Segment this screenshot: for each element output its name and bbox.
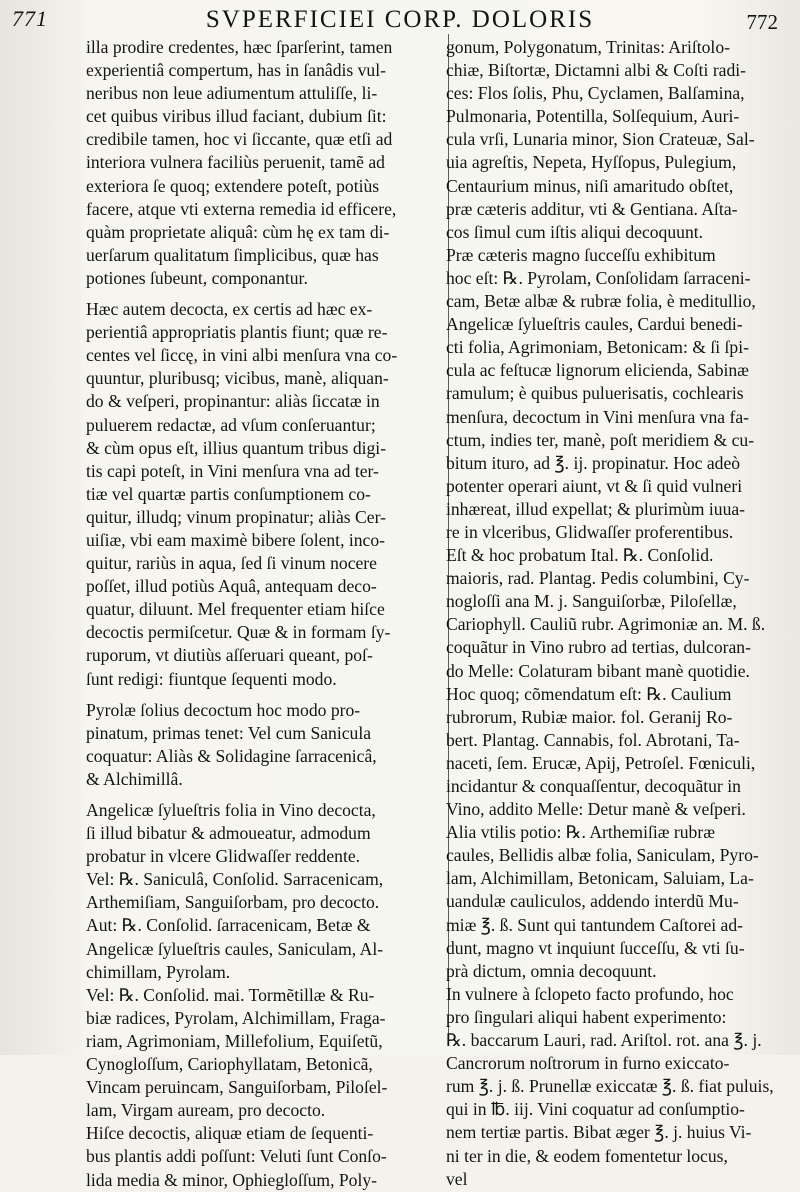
- text-line: ramulum; è quibus puluerisatis, cochlearis: [446, 383, 744, 404]
- text-line: naceti, ſem. Erucæ, Apij, Petroſel. Fœniculi,: [446, 752, 756, 773]
- text-line: pro ſingulari aliqui habent experimento:: [446, 1006, 727, 1027]
- text-line: Angelicæ ſylueſtris caules, Saniculam, Al-: [86, 938, 384, 959]
- text-line: caules, Bellidis albæ folia, Saniculam, Pyro-: [446, 845, 759, 866]
- paragraph-gap: [86, 791, 450, 799]
- text-line: decoctis permiſcetur. Quæ & in formam ſy-: [86, 622, 391, 643]
- text-line: Angelicæ ſylueſtris folia in Vino decocta,: [86, 800, 376, 820]
- text-line: gonum, Polygonatum, Trinitas: Ariſtolo-: [446, 37, 730, 57]
- text-line: ces: Flos ſolis, Phu, Cyclamen, Balſamina,: [446, 83, 745, 104]
- text-line: experientiâ compertum, has in ſanâdis vul-: [86, 60, 386, 81]
- text-line: cos ſimul cum iſtis aliqui decoquunt.: [446, 221, 704, 242]
- text-line: Angelicæ ſylueſtris caules, Cardui benedi-: [446, 314, 743, 335]
- text-line: incidantur & conquaſſentur, decoquãtur in: [446, 776, 741, 796]
- text-line: rubrorum, Rubiæ maior. fol. Geranij Ro-: [446, 706, 733, 727]
- paragraph-gap: [86, 691, 450, 699]
- text-line: quàm proprietate aliquâ: cùm hę ex tam di-: [86, 221, 390, 242]
- text-line: prà dictum, omnia decoquunt.: [446, 960, 657, 981]
- text-line: puluerem redactæ, ad vſum conſeruantur;: [86, 414, 376, 435]
- text-line: cula ac feſtucæ lignorum elicienda, Sabinæ: [446, 360, 749, 381]
- text-line: tis capi poteſt, in Vini menſura vna ad ter-: [86, 460, 379, 481]
- text-line: maioris, rad. Plantag. Pedis columbini, Cy-: [446, 568, 750, 589]
- text-line: quuntur, pluribusq; vicibus, manè, aliquan-: [86, 368, 389, 389]
- text-line: chiæ, Biſtortæ, Dictamni albi & Coſti radi-: [446, 60, 747, 81]
- text-line: bitum ituro, ad ℥. ij. propinatur. Hoc adeò: [446, 452, 741, 473]
- text-line: illa prodire credentes, hæc ſparſerint, tamen: [86, 37, 393, 57]
- text-line: qui in ℔. iij. Vini coquatur ad conſumptio-: [446, 1099, 745, 1120]
- text-line: ℞. baccarum Lauri, rad. Ariſtol. rot. ana ℥. j.: [446, 1030, 762, 1051]
- text-line: Alia vtilis potio: ℞. Arthemiſiæ rubræ: [446, 822, 715, 843]
- text-line: cet quibus viribus illud faciant, dubium ſit:: [86, 106, 387, 127]
- text-line: Vel: ℞. Conſolid. mai. Tormẽtillæ & Ru-: [86, 984, 375, 1005]
- text-line: chimillam, Pyrolam.: [86, 961, 231, 982]
- text-line: tiæ vel quartæ partis conſumptionem co-: [86, 483, 371, 504]
- text-line: coquãtur in Vino rubro ad tertias, dulcoran-: [446, 637, 751, 658]
- text-line: Cynogloſſum, Cariophyllatam, Betonicã,: [86, 1054, 373, 1075]
- text-line: re in vlceribus, Glidwaſſer proferentibus.: [446, 521, 734, 542]
- text-line: vel: [446, 1168, 468, 1189]
- text-line: inhæreat, illud expellat; & plurimùm iuua-: [446, 498, 746, 519]
- text-line: Vino, addito Melle: Detur manè & veſperi.: [446, 799, 746, 820]
- text-line: & cùm opus eſt, illius quantum tribus digi-: [86, 437, 387, 458]
- text-line: Cancrorum noſtrorum in furno exiccato-: [446, 1053, 730, 1074]
- text-line: uiſiæ, vbi eam maximè bibere ſolent, inco-: [86, 529, 386, 550]
- text-line: potiones ſubeunt, componantur.: [86, 267, 308, 288]
- text-line: centes vel ſiccę, in vini albi menſura vna co-: [86, 345, 398, 366]
- text-line: Vel: ℞. Saniculâ, Conſolid. Sarracenicam,: [86, 869, 384, 890]
- text-line: facere, atque vti externa remedia id efficere,: [86, 198, 397, 219]
- text-line: perientiâ appropriatis plantis fiunt; quæ re-: [86, 322, 388, 343]
- left-text-column: [86, 36, 450, 1190]
- text-line: do & veſperi, propinantur: aliàs ſiccatæ in: [86, 391, 380, 412]
- text-line: Eſt & hoc probatum Ital. ℞. Conſolid.: [446, 545, 714, 566]
- text-line: Hæc autem decocta, ex certis ad hæc ex-: [86, 299, 373, 320]
- text-line: Centaurium minus, niſi amaritudo obſtet,: [446, 175, 734, 196]
- text-line: probatur in vlcere Glidwaſſer reddente.: [86, 846, 361, 867]
- text-line: cula vrſi, Lunaria minor, Sion Crateuæ, Sal-: [446, 129, 755, 150]
- text-line: In vulnere à ſclopeto facto profundo, hoc: [446, 983, 734, 1004]
- text-line: Aut: ℞. Conſolid. ſarracenicam, Betæ &: [86, 915, 371, 936]
- text-line: rum ℥. j. ß. Prunellæ exiccatæ ℥. ß. fiat puluis,: [446, 1076, 774, 1097]
- page-margin: [0, 0, 82, 1055]
- text-line: uerſarum qualitatum ſimplicibus, quæ has: [86, 244, 379, 265]
- text-line: præ cæteris additur, vti & Gentiana. Aſta-: [446, 198, 738, 219]
- text-line: uandulæ cauliculos, addendo interdũ Mu-: [446, 891, 739, 912]
- text-line: bert. Plantag. Cannabis, fol. Abrotani, Ta-: [446, 729, 740, 750]
- text-line: potenter operari aiunt, vt & ſi quid vulneri: [446, 475, 743, 496]
- text-line: ſunt redigi: fiuntque ſequenti modo.: [86, 668, 337, 689]
- running-header: [0, 4, 800, 36]
- text-line: bus plantis addi poſſunt: Veluti ſunt Conſo-: [86, 1146, 387, 1167]
- text-line: Pulmonaria, Potentilla, Solſequium, Auri-: [446, 106, 740, 127]
- text-line: quatur, diluunt. Mel frequenter etiam hiſce: [86, 599, 385, 620]
- text-line: lida media & minor, Ophiegloſſum, Poly-: [86, 1169, 378, 1190]
- text-line: Hoc quoq; cõmendatum eſt: ℞. Caulium: [446, 683, 732, 704]
- text-line: poſſet, illud potiùs Aquâ, antequam deco-: [86, 576, 377, 597]
- text-line: Cariophyll. Cauliũ rubr. Agrimoniæ an. M. ß.: [446, 614, 766, 635]
- paragraph-gap: [86, 290, 450, 298]
- text-line: Hiſce decoctis, aliquæ etiam de ſequenti-: [86, 1123, 374, 1144]
- text-line: interiora vulnera faciliùs peruenit, tamẽ ad: [86, 152, 385, 173]
- text-line: uia agreſtis, Nepeta, Hyſſopus, Pulegium,: [446, 152, 737, 173]
- text-line: coquatur: Aliàs & Solidagine ſarracenicâ,: [86, 745, 377, 766]
- text-line: dunt, magno vt inquiunt ſucceſſu, & vti ſu-: [446, 937, 745, 958]
- text-line: menſura, decoctum in Vini menſura vna fa-: [446, 406, 749, 427]
- text-line: riam, Agrimoniam, Millefolium, Equiſetũ,: [86, 1030, 383, 1051]
- text-line: quitur, illudq; vinum propinatur; aliàs Cer-: [86, 506, 386, 527]
- text-line: neribus non leue adiumentum attuliſſe, li-: [86, 83, 378, 104]
- text-line: miæ ℥. ß. Sunt qui tantundem Caſtorei ad-: [446, 914, 744, 935]
- text-line: ctum, indies ter, manè, poſt meridiem & cu-: [446, 429, 755, 450]
- text-line: ni ter in die, & eodem fomentetur locus,: [446, 1145, 728, 1166]
- text-line: hoc eſt: ℞. Pyrolam, Conſolidam ſarraceni-: [446, 267, 751, 288]
- text-line: Pyrolæ ſolius decoctum hoc modo pro-: [86, 699, 361, 720]
- left-page-number: 771: [12, 6, 48, 31]
- text-line: & Alchimillâ.: [86, 768, 183, 789]
- text-line: pinatum, primas tenet: Vel cum Sanicula: [86, 722, 372, 743]
- text-line: credibile tamen, hoc vi ſiccante, quæ etſi ad: [86, 129, 393, 150]
- text-line: cam, Betæ albæ & rubræ folia, è meditullio,: [446, 291, 756, 312]
- text-line: nem tertiæ partis. Bibat æger ℥. j. huius Vi-: [446, 1122, 752, 1143]
- right-text-column: [446, 36, 800, 1189]
- text-line: ſi illud bibatur & admoueatur, admodum: [86, 823, 371, 844]
- text-line: lam, Alchimillam, Betonicam, Saluiam, La-: [446, 868, 754, 889]
- text-line: Arthemiſiam, Sanguiſorbam, pro decocto.: [86, 892, 380, 913]
- text-line: Vincam peruincam, Sanguiſorbam, Piloſel-: [86, 1077, 388, 1098]
- text-line: cti folia, Agrimoniam, Betonicam: & ſi ſpi-: [446, 337, 749, 358]
- text-line: exteriora ſe quoq; extendere poteſt, potiùs: [86, 175, 380, 196]
- text-line: Præ cæteris magno ſucceſſu exhibitum: [446, 244, 716, 265]
- right-page-number: 772: [746, 10, 778, 34]
- text-line: quitur, rariùs in aqua, ſed ſi vinum nocere: [86, 553, 377, 574]
- text-line: do Melle: Colaturam bibant manè quotidie.: [446, 660, 750, 681]
- text-line: biæ radices, Pyrolam, Alchimillam, Fraga-: [86, 1007, 386, 1028]
- text-line: nogloſſi ana M. j. Sanguiſorbæ, Piloſellæ,: [446, 591, 737, 612]
- text-line: lam, Virgam auream, pro decocto.: [86, 1100, 326, 1121]
- text-line: ruporum, vt diutiùs aſſeruari queant, poſ-: [86, 645, 373, 666]
- running-title: SVPERFICIEI CORP. DOLORIS: [205, 6, 595, 33]
